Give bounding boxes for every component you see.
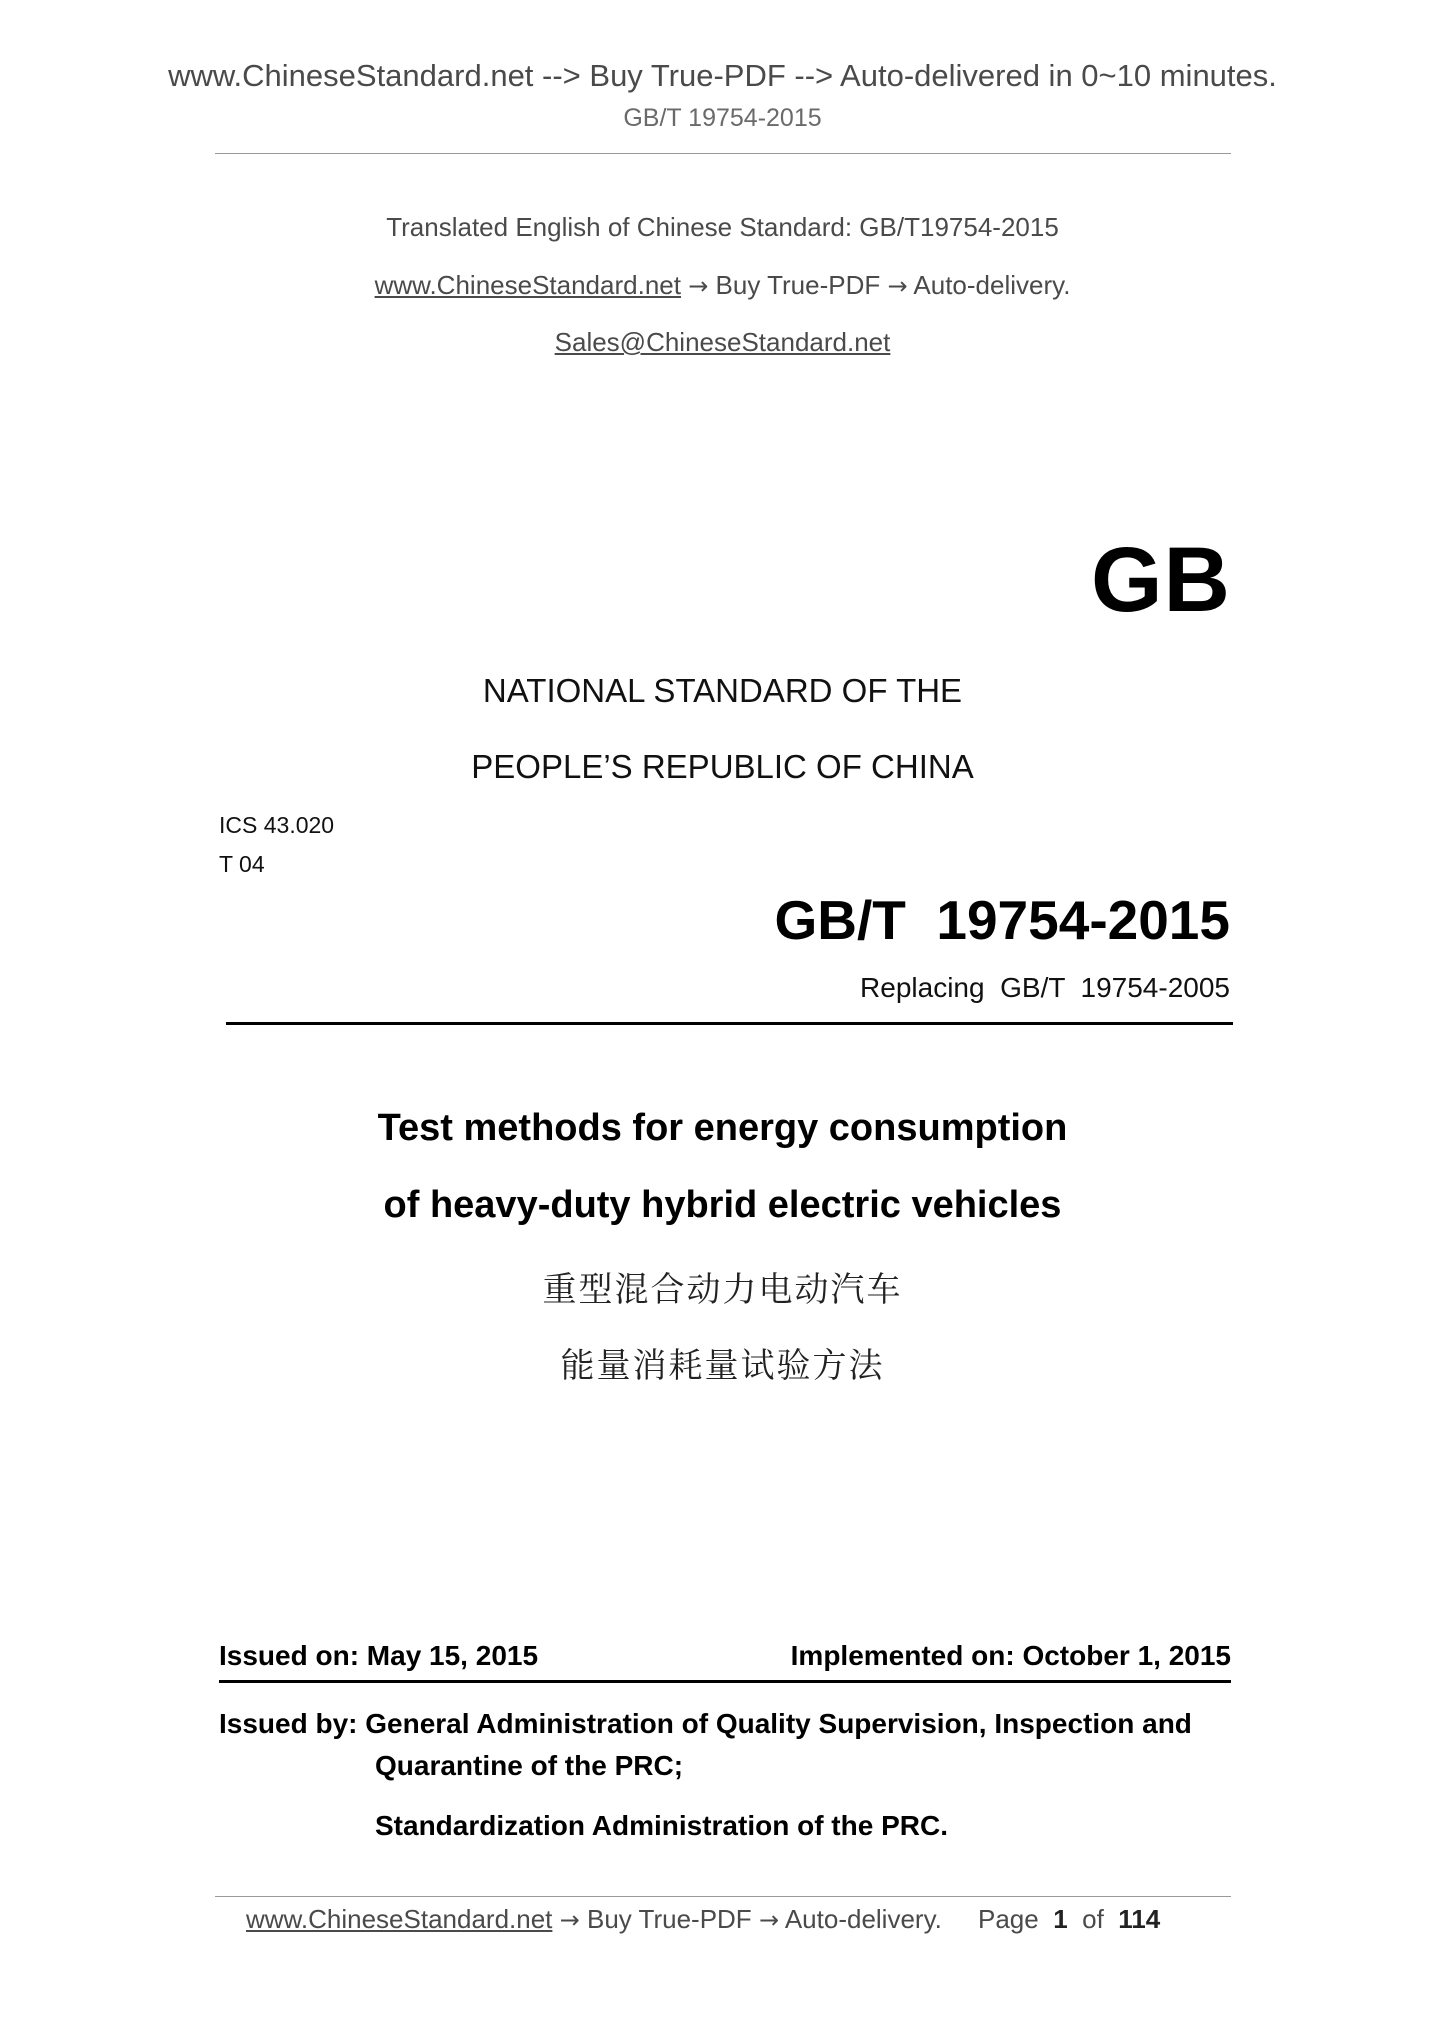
title-divider [226, 1022, 1233, 1025]
site-link[interactable]: www.ChineseStandard.net [374, 270, 681, 300]
replacing-standard: Replacing GB/T 19754-2005 [860, 972, 1230, 1003]
auto-delivery-text: Auto-delivery. [913, 270, 1071, 300]
issued-date: Issued on: May 15, 2015 [219, 1640, 539, 1671]
dates-divider [219, 1680, 1231, 1683]
national-standard-line1: NATIONAL STANDARD OF THE [482, 672, 963, 709]
arrow-right-icon: → [758, 1906, 780, 1934]
page-label: Page [978, 1904, 1039, 1934]
arrow-right-icon: → [887, 272, 908, 300]
issuer-line3: Standardization Administration of the PRC. [375, 1810, 948, 1841]
footer-auto-delivery-text: Auto-delivery. [784, 1904, 942, 1934]
issuer-line2: Quarantine of the PRC; [375, 1750, 684, 1781]
arrow-right-icon: → [688, 272, 709, 300]
standard-number: GB/T 19754-2015 [774, 889, 1230, 951]
header-standard-code: GB/T 19754-2015 [623, 104, 822, 132]
chinese-title-line1: 重型混合动力电动汽车 [542, 1270, 903, 1310]
header-divider [215, 153, 1231, 154]
implemented-date: Implemented on: October 1, 2015 [790, 1640, 1231, 1671]
footer-divider [215, 1896, 1231, 1897]
gb-mark: GB [1091, 529, 1231, 631]
issuer-line1: Issued by: General Administration of Quality Supervision, Inspection and [219, 1708, 1192, 1739]
chinese-title-line2: 能量消耗量试验方法 [560, 1346, 885, 1386]
page-number: 1 [1053, 1904, 1068, 1934]
page-total: 114 [1118, 1904, 1161, 1934]
sales-email-line [0, 327, 1445, 358]
arrow-right-icon: → [559, 1906, 580, 1934]
english-title-line2: of heavy-duty hybrid electric vehicles [383, 1184, 1062, 1226]
footer-buy-text: Buy True-PDF [586, 1904, 752, 1934]
buy-text: Buy True-PDF [715, 270, 881, 300]
translation-buy-line [0, 270, 1445, 301]
classification-code: T 04 [219, 851, 265, 877]
of-label: of [1082, 1904, 1104, 1934]
footer [246, 1904, 1160, 1935]
translation-title: Translated English of Chinese Standard: GB/T19754-2015 [386, 212, 1059, 242]
ics-code: ICS 43.020 [219, 812, 335, 838]
english-title-line1: Test methods for energy consumption [377, 1107, 1068, 1149]
national-standard-line2: PEOPLE’S REPUBLIC OF CHINA [471, 748, 974, 785]
sales-email-link[interactable]: Sales@ChineseStandard.net [554, 327, 891, 357]
footer-site-link[interactable]: www.ChineseStandard.net [246, 1904, 553, 1934]
header-banner: www.ChineseStandard.net --> Buy True-PDF --> Auto-delivered in 0~10 minutes. [168, 58, 1277, 93]
